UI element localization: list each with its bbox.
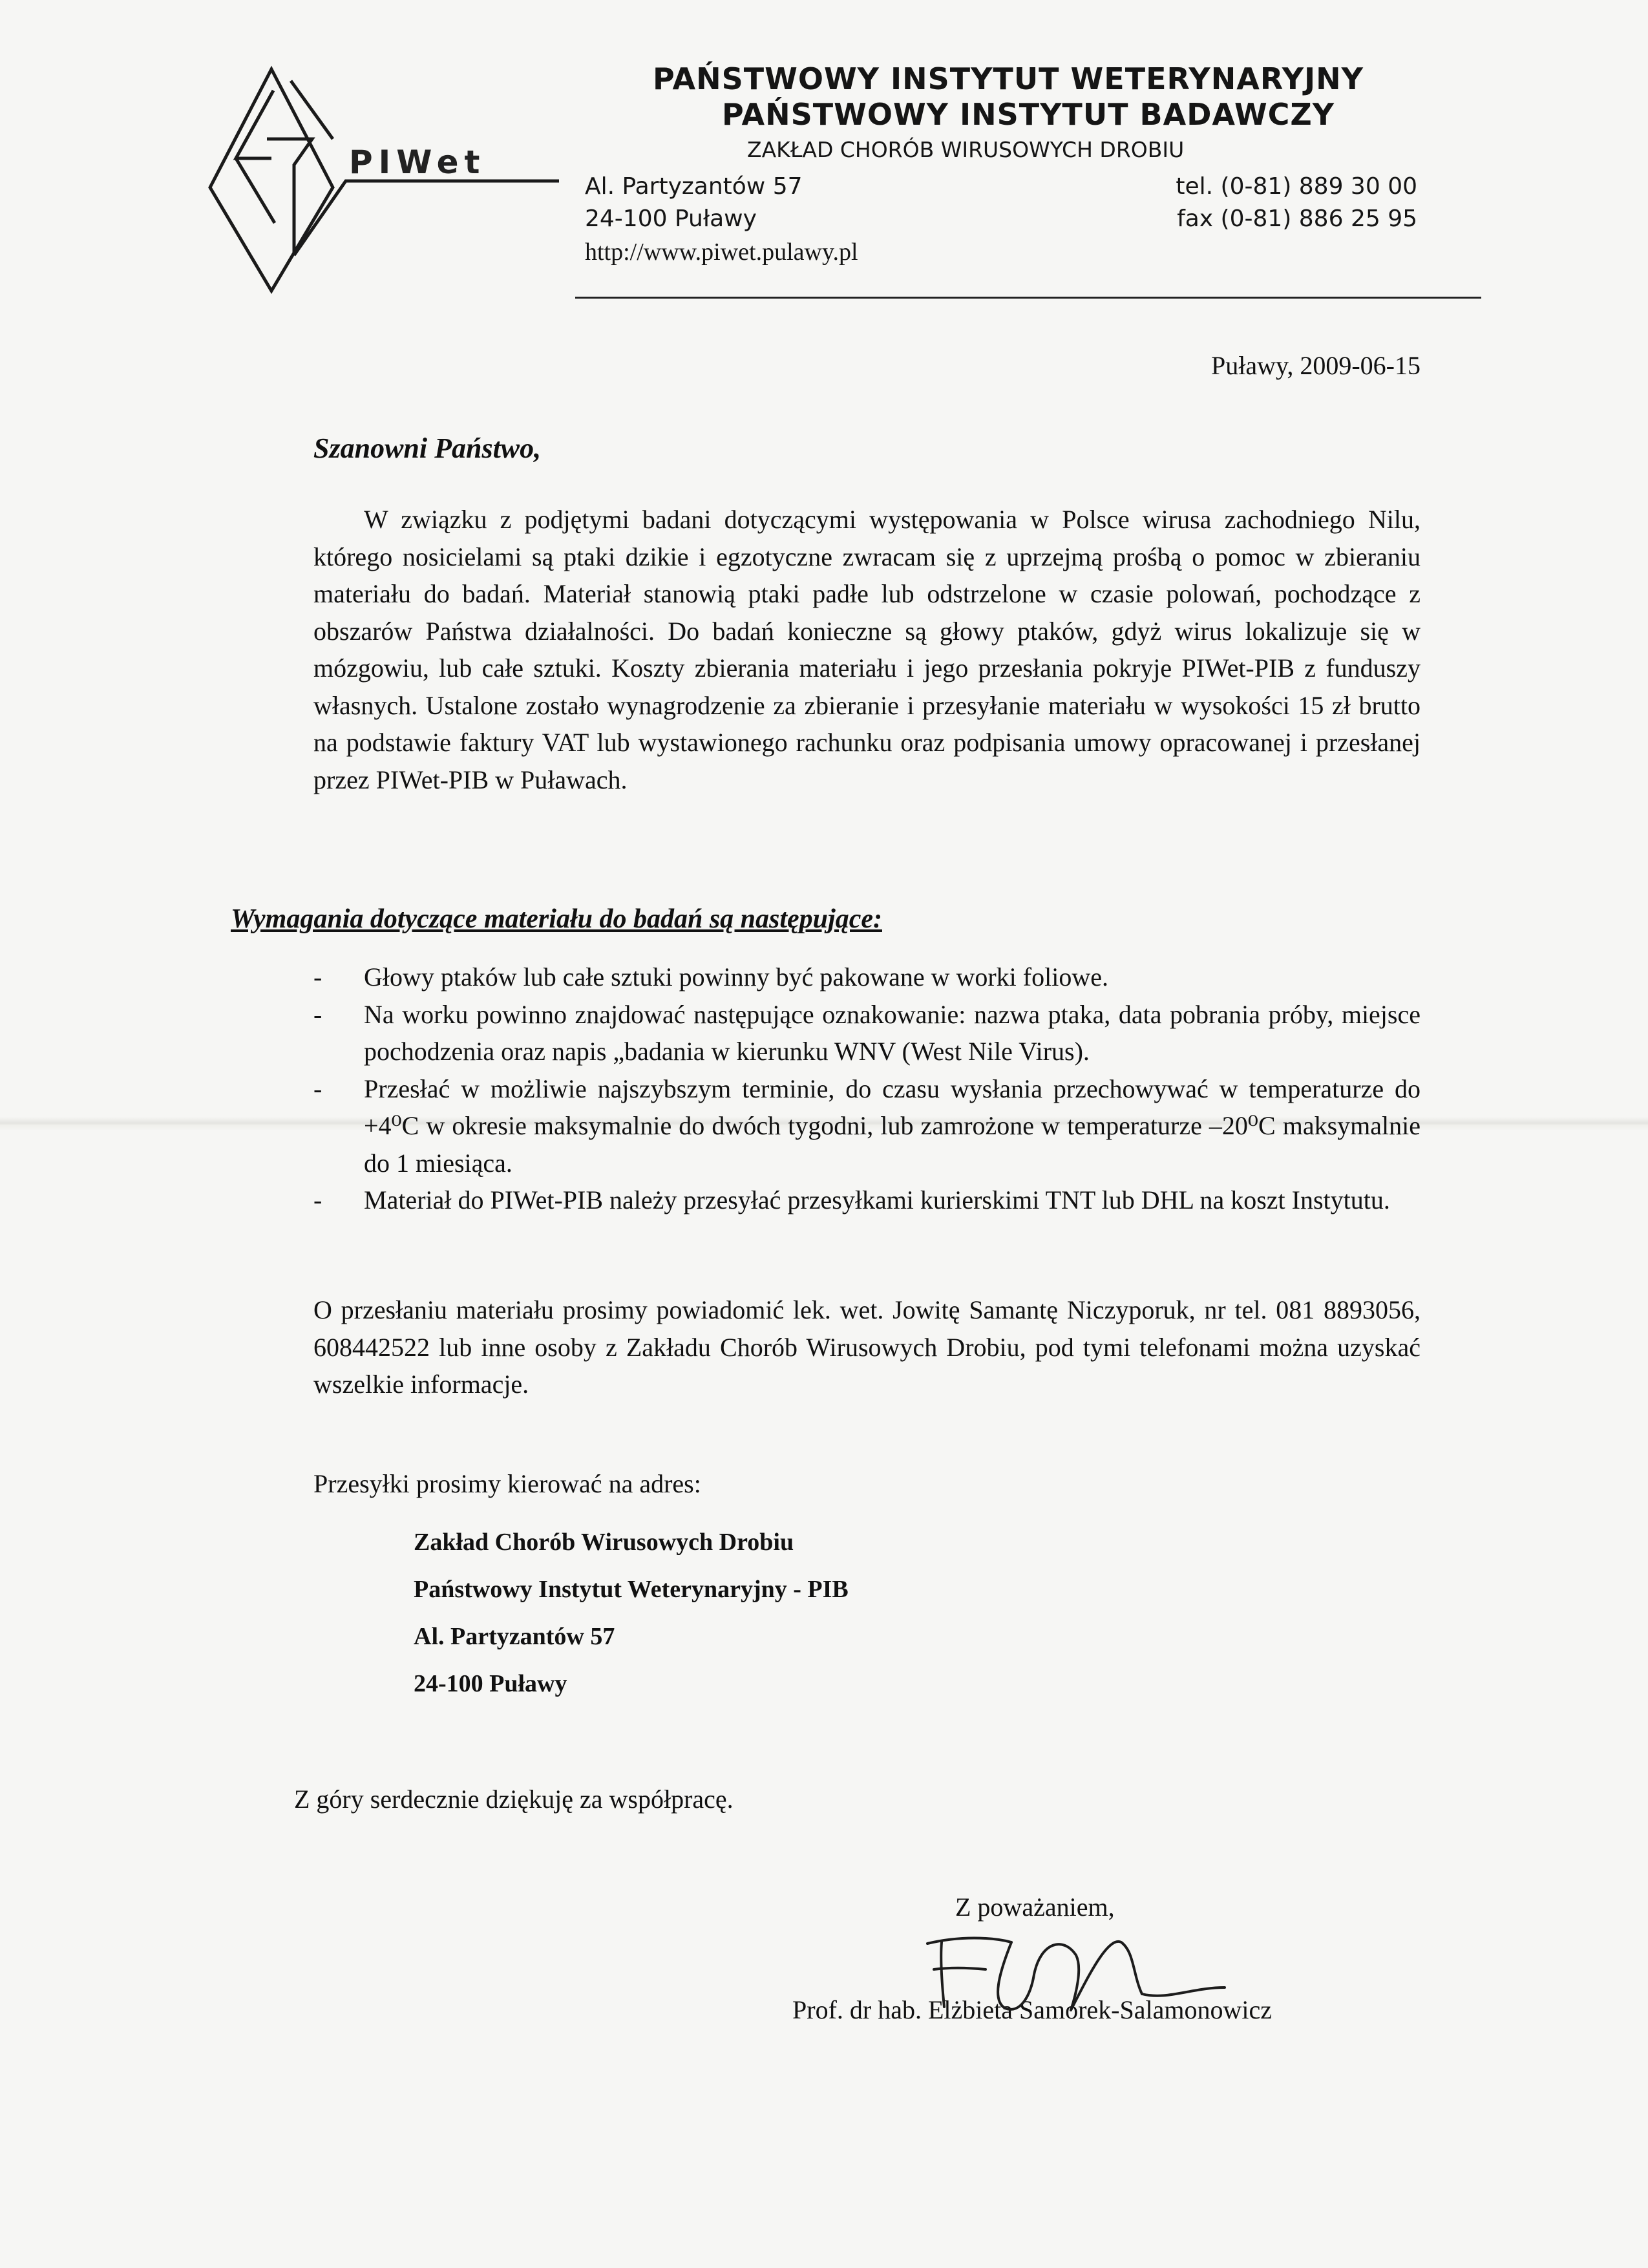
address-line: Państwowy Instytut Weterynaryjny - PIB <box>414 1576 849 1603</box>
list-item: - Materiał do PIWet-PIB należy przesyłać przesyłkami kurierskimi TNT lub DHL na koszt Instytutu. <box>313 1185 1390 1214</box>
department-name: ZAKŁAD CHORÓB WIRUSOWYCH DROBIU <box>747 137 1185 162</box>
piwet-logo-icon <box>197 61 559 301</box>
intro-paragraph: W związku z podjętymi badani dotyczącymi występowania w Polsce wirusa zachodniego Nilu, którego nosicielami są ptaki dzikie i egzotyczne zwracam się z uprzejmą prośbą o pomoc w zbieraniu materiału do badań. Materiał stanowią ptaki padłe lub odstrzelone w czasie polowań, pochodzące z obszarów Państwa działalności. Do badań konieczne są głowy ptaków, gdyż wirus lokalizuje się w mózgowiu, lub całe sztuki. Koszty zbierania materiału i jego przesłania pokryje PIWet-PIB z funduszy własnych. Ustalone zostało wynagrodzenie za zbieranie i przesyłanie materiału w wysokości 15 zł brutto na podstawie faktury VAT lub wystawionego rachunku oraz podpisania umowy opracowanej i przesłanej przez PIWet-PIB w Puławach. <box>313 505 1421 794</box>
institute-status: PAŃSTWOWY INSTYTUT BADAWCZY <box>722 97 1335 132</box>
thanks-line: Z góry serdecznie dziękuję za współpracę. <box>294 1785 734 1814</box>
address-line: Zakład Chorób Wirusowych Drobiu <box>414 1529 794 1556</box>
shipping-intro: Przesyłki prosimy kierować na adres: <box>313 1469 701 1498</box>
handwritten-signature-icon <box>902 1897 1302 2017</box>
list-item: - Przesłać w możliwie najszybszym terminie, do czasu wysłania przechowywać w temperaturze do +4⁰C w okresie maksymalnie do dwóch tygodni, lub zamrożone w temperaturze –20⁰C maksymalnie do 1 miesiąca. <box>313 1074 1421 1178</box>
letter-date: Puławy, 2009-06-15 <box>1210 351 1421 380</box>
institute-name: PAŃSTWOWY INSTYTUT WETERYNARYJNY <box>653 61 1364 96</box>
header-phone: tel. (0-81) 889 30 00 <box>1176 173 1417 200</box>
list-item: - Na worku powinno znajdować następujące oznakowanie: nazwa ptaka, data pobrania próby, miejsce pochodzenia oraz napis „badania w kierunku WNV (West Nile Virus). <box>313 999 1421 1066</box>
header-fax: fax (0-81) 886 25 95 <box>1177 206 1417 232</box>
header-divider <box>575 297 1481 299</box>
requirements-list <box>313 959 1421 1219</box>
shipping-address <box>414 1519 849 1708</box>
list-item: - Głowy ptaków lub całe sztuki powinny być pakowane w worki foliowe. <box>313 962 1108 991</box>
salutation: Szanowni Państwo, <box>313 432 542 464</box>
logo-wordmark: PIWet <box>349 143 486 181</box>
requirements-heading: Wymagania dotyczące materiału do badań są następujące: <box>231 904 882 934</box>
signer-name: Prof. dr hab. Elżbieta Samorek-Salamonowicz <box>792 1995 1272 2024</box>
closing: Z poważaniem, <box>955 1892 1115 1922</box>
address-line: Al. Partyzantów 57 <box>414 1623 615 1650</box>
header-website: http://www.piwet.pulawy.pl <box>585 238 858 266</box>
contact-paragraph: O przesłaniu materiału prosimy powiadomić lek. wet. Jowitę Samantę Niczyporuk, nr tel. 081 8893056, 608442522 lub inne osoby z Zakładu Chorób Wirusowych Drobiu, pod tymi telefonami można uzyskać wszelkie informacje. <box>313 1295 1421 1399</box>
header-city: 24-100 Puławy <box>585 206 757 232</box>
header-address: Al. Partyzantów 57 <box>585 173 803 200</box>
address-line: 24-100 Puławy <box>414 1670 567 1697</box>
